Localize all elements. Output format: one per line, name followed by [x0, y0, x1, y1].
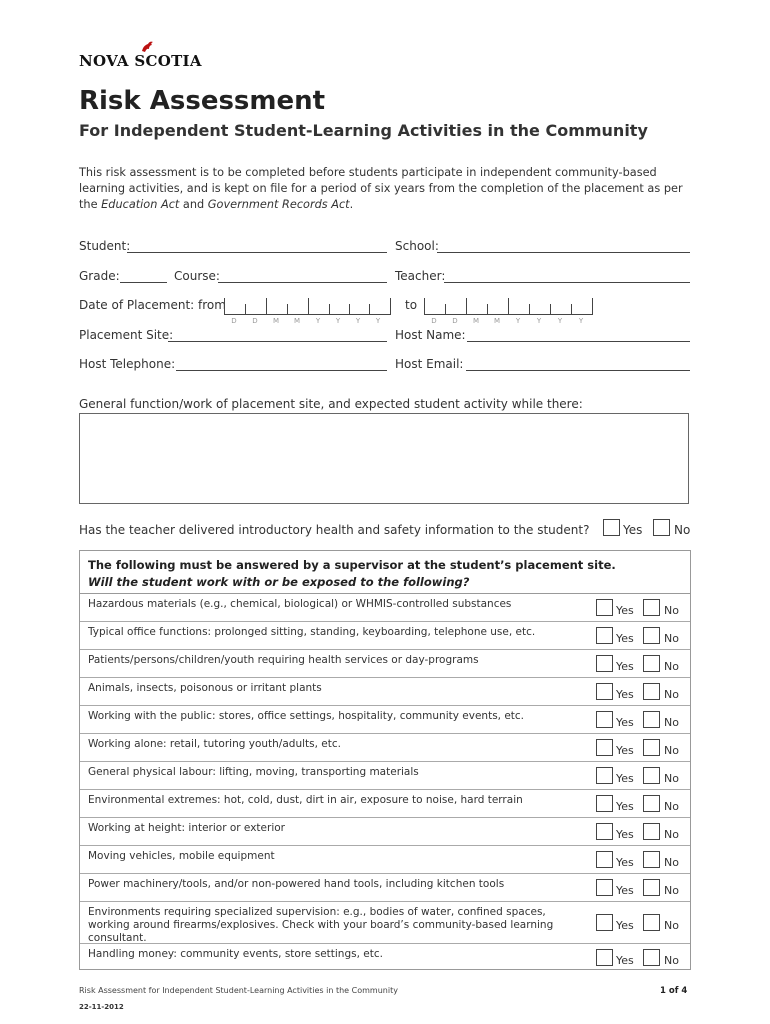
- hazard-no-label: No: [664, 799, 679, 813]
- hint-y1: Y: [515, 317, 521, 325]
- hazard-row: [80, 649, 690, 678]
- hazard-question: Animals, insects, poisonous or irritant plants: [88, 682, 322, 694]
- hazard-yes-checkbox[interactable]: [596, 914, 613, 931]
- hazard-question: Working alone: retail, tutoring youth/adults, etc.: [88, 738, 341, 750]
- nova-scotia-logo: [79, 38, 214, 72]
- date-from-field[interactable]: [224, 298, 391, 315]
- hazard-yes-label: Yes: [616, 743, 634, 757]
- hazard-yes-label: Yes: [616, 603, 634, 617]
- hazard-question: Environments requiring specialized supervision: e.g., bodies of water, confined spaces, working around firearms/explosives. Check with your board’s community-based learning consultant.: [88, 906, 554, 944]
- hint-m2: M: [293, 317, 301, 325]
- hazard-no-label: No: [664, 953, 679, 967]
- hazard-yes-label: Yes: [616, 918, 634, 932]
- hint-m2: M: [493, 317, 501, 325]
- hazard-yes-label: Yes: [616, 631, 634, 645]
- hazard-yes-label: Yes: [616, 855, 634, 869]
- hazard-yes-label: Yes: [616, 953, 634, 967]
- hazard-question: Handling money: community events, store settings, etc.: [88, 948, 383, 960]
- host-telephone-label: Host Telephone:: [79, 357, 176, 371]
- intro-text: This risk assessment is to be completed before students participate in independent community-based learning activities, and is kept on file for a period of six years from the completion of the placement as per the: [79, 166, 683, 211]
- hazard-question: Patients/persons/children/youth requiring health services or day-programs: [88, 654, 479, 666]
- hazard-row: [80, 677, 690, 706]
- intro-end: .: [349, 198, 354, 211]
- hazard-no-checkbox[interactable]: [643, 767, 660, 784]
- hazard-yes-checkbox[interactable]: [596, 711, 613, 728]
- hazard-yes-label: Yes: [616, 659, 634, 673]
- hint-y4: Y: [375, 317, 381, 325]
- host-name-field[interactable]: [467, 341, 690, 342]
- hazard-row: [80, 943, 690, 971]
- hint-y3: Y: [557, 317, 563, 325]
- teacher-no-label: No: [674, 523, 691, 537]
- footer-doc-title: Risk Assessment for Independent Student-Learning Activities in the Community: [79, 986, 398, 995]
- hazard-no-label: No: [664, 771, 679, 785]
- hazard-row: [80, 593, 690, 622]
- intro-paragraph: [79, 165, 691, 213]
- hazard-question: Working at height: interior or exterior: [88, 822, 285, 834]
- hint-y1: Y: [315, 317, 321, 325]
- placement-site-field[interactable]: [168, 341, 387, 342]
- hint-d2: D: [452, 317, 458, 325]
- general-function-label: General function/work of placement site, and expected student activity while there:: [79, 397, 583, 411]
- hazard-row: [80, 845, 690, 874]
- hazard-question: Environmental extremes: hot, cold, dust, dirt in air, exposure to noise, hard terrain: [88, 794, 523, 806]
- teacher-field[interactable]: [444, 282, 690, 283]
- hazard-yes-checkbox[interactable]: [596, 851, 613, 868]
- date-to-label: to: [405, 298, 418, 312]
- host-telephone-field[interactable]: [176, 370, 387, 371]
- school-label: School:: [395, 239, 439, 253]
- hazard-yes-checkbox[interactable]: [596, 795, 613, 812]
- hazard-no-checkbox[interactable]: [643, 599, 660, 616]
- page-title: Risk Assessment: [79, 86, 326, 116]
- hazard-row: [80, 761, 690, 790]
- hazard-row: [80, 901, 690, 944]
- hazard-no-checkbox[interactable]: [643, 949, 660, 966]
- hazard-no-label: No: [664, 743, 679, 757]
- hazard-no-checkbox[interactable]: [643, 683, 660, 700]
- hazard-no-checkbox[interactable]: [643, 851, 660, 868]
- hazard-question: Moving vehicles, mobile equipment: [88, 850, 275, 862]
- student-field[interactable]: [127, 252, 387, 253]
- footer-page-number: 1 of 4: [660, 986, 688, 996]
- hazard-no-label: No: [664, 631, 679, 645]
- intro-and: and: [179, 198, 208, 211]
- hazard-no-label: No: [664, 687, 679, 701]
- student-label: Student:: [79, 239, 131, 253]
- hazard-no-checkbox[interactable]: [643, 627, 660, 644]
- supervisor-subheading: Will the student work with or be exposed to the following?: [88, 575, 470, 589]
- hazard-no-checkbox[interactable]: [643, 655, 660, 672]
- hazard-yes-label: Yes: [616, 715, 634, 729]
- hazard-yes-label: Yes: [616, 687, 634, 701]
- course-label: Course:: [174, 269, 220, 283]
- footer-date: 22-11-2012: [79, 1003, 124, 1011]
- hazard-yes-checkbox[interactable]: [596, 599, 613, 616]
- hazard-no-label: No: [664, 918, 679, 932]
- host-email-field[interactable]: [466, 370, 690, 371]
- hazard-yes-label: Yes: [616, 771, 634, 785]
- hint-d2: D: [252, 317, 258, 325]
- hazard-yes-label: Yes: [616, 883, 634, 897]
- grade-field[interactable]: [120, 282, 167, 283]
- hazard-yes-checkbox[interactable]: [596, 879, 613, 896]
- teacher-question: Has the teacher delivered introductory health and safety information to the student?: [79, 523, 590, 537]
- hazard-no-checkbox[interactable]: [643, 795, 660, 812]
- host-email-label: Host Email:: [395, 357, 464, 371]
- logo-wordmark: NOVA SCOTIA: [79, 52, 202, 70]
- teacher-no-checkbox[interactable]: [653, 519, 670, 536]
- hazard-question: Hazardous materials (e.g., chemical, biological) or WHMIS-controlled substances: [88, 598, 512, 610]
- hazard-no-label: No: [664, 715, 679, 729]
- hazard-question: Typical office functions: prolonged sitting, standing, keyboarding, telephone use, etc.: [88, 626, 536, 638]
- hint-m1: M: [472, 317, 480, 325]
- hazard-row: [80, 621, 690, 650]
- government-records-act: Government Records Act: [207, 198, 350, 211]
- hazard-question: General physical labour: lifting, moving, transporting materials: [88, 766, 419, 778]
- hazard-row: [80, 817, 690, 846]
- hazard-yes-label: Yes: [616, 827, 634, 841]
- hazard-yes-checkbox[interactable]: [596, 949, 613, 966]
- teacher-label: Teacher:: [395, 269, 446, 283]
- hazard-question: Power machinery/tools, and/or non-powered hand tools, including kitchen tools: [88, 878, 505, 890]
- hazard-no-checkbox[interactable]: [643, 914, 660, 931]
- supervisor-table: [79, 550, 691, 970]
- hazard-row: [80, 733, 690, 762]
- teacher-yes-label: Yes: [623, 523, 643, 537]
- supervisor-table-header: [80, 551, 690, 594]
- hazard-yes-checkbox[interactable]: [596, 739, 613, 756]
- course-field[interactable]: [218, 282, 387, 283]
- hazard-question: Working with the public: stores, office settings, hospitality, community events, etc.: [88, 710, 525, 722]
- host-name-label: Host Name:: [395, 328, 466, 342]
- hint-d1: D: [431, 317, 437, 325]
- placement-site-label: Placement Site:: [79, 328, 174, 342]
- grade-label: Grade:: [79, 269, 120, 283]
- date-to-field[interactable]: [424, 298, 593, 315]
- hazard-no-label: No: [664, 827, 679, 841]
- general-function-textarea[interactable]: [79, 413, 689, 504]
- date-from-label: Date of Placement: from: [79, 298, 226, 312]
- hint-y3: Y: [355, 317, 361, 325]
- hazard-row: [80, 705, 690, 734]
- hazard-no-checkbox[interactable]: [643, 711, 660, 728]
- hazard-row: [80, 873, 690, 902]
- hazard-no-checkbox[interactable]: [643, 739, 660, 756]
- page-subtitle: For Independent Student-Learning Activities in the Community: [79, 121, 648, 140]
- teacher-yes-checkbox[interactable]: [603, 519, 620, 536]
- hazard-row: [80, 789, 690, 818]
- hazard-no-label: No: [664, 659, 679, 673]
- hazard-no-label: No: [664, 883, 679, 897]
- hint-m1: M: [272, 317, 280, 325]
- hint-y4: Y: [578, 317, 584, 325]
- hazard-yes-checkbox[interactable]: [596, 683, 613, 700]
- hint-y2: Y: [536, 317, 542, 325]
- education-act: Education Act: [101, 198, 180, 211]
- hazard-no-checkbox[interactable]: [643, 879, 660, 896]
- hazard-no-checkbox[interactable]: [643, 823, 660, 840]
- hazard-yes-checkbox[interactable]: [596, 767, 613, 784]
- hazard-no-label: No: [664, 855, 679, 869]
- hint-d1: D: [231, 317, 237, 325]
- hint-y2: Y: [335, 317, 341, 325]
- hazard-yes-checkbox[interactable]: [596, 627, 613, 644]
- school-field[interactable]: [437, 252, 690, 253]
- supervisor-heading: The following must be answered by a supervisor at the student’s placement site.: [88, 558, 616, 572]
- hazard-yes-checkbox[interactable]: [596, 823, 613, 840]
- hazard-yes-label: Yes: [616, 799, 634, 813]
- hazard-no-label: No: [664, 603, 679, 617]
- hazard-yes-checkbox[interactable]: [596, 655, 613, 672]
